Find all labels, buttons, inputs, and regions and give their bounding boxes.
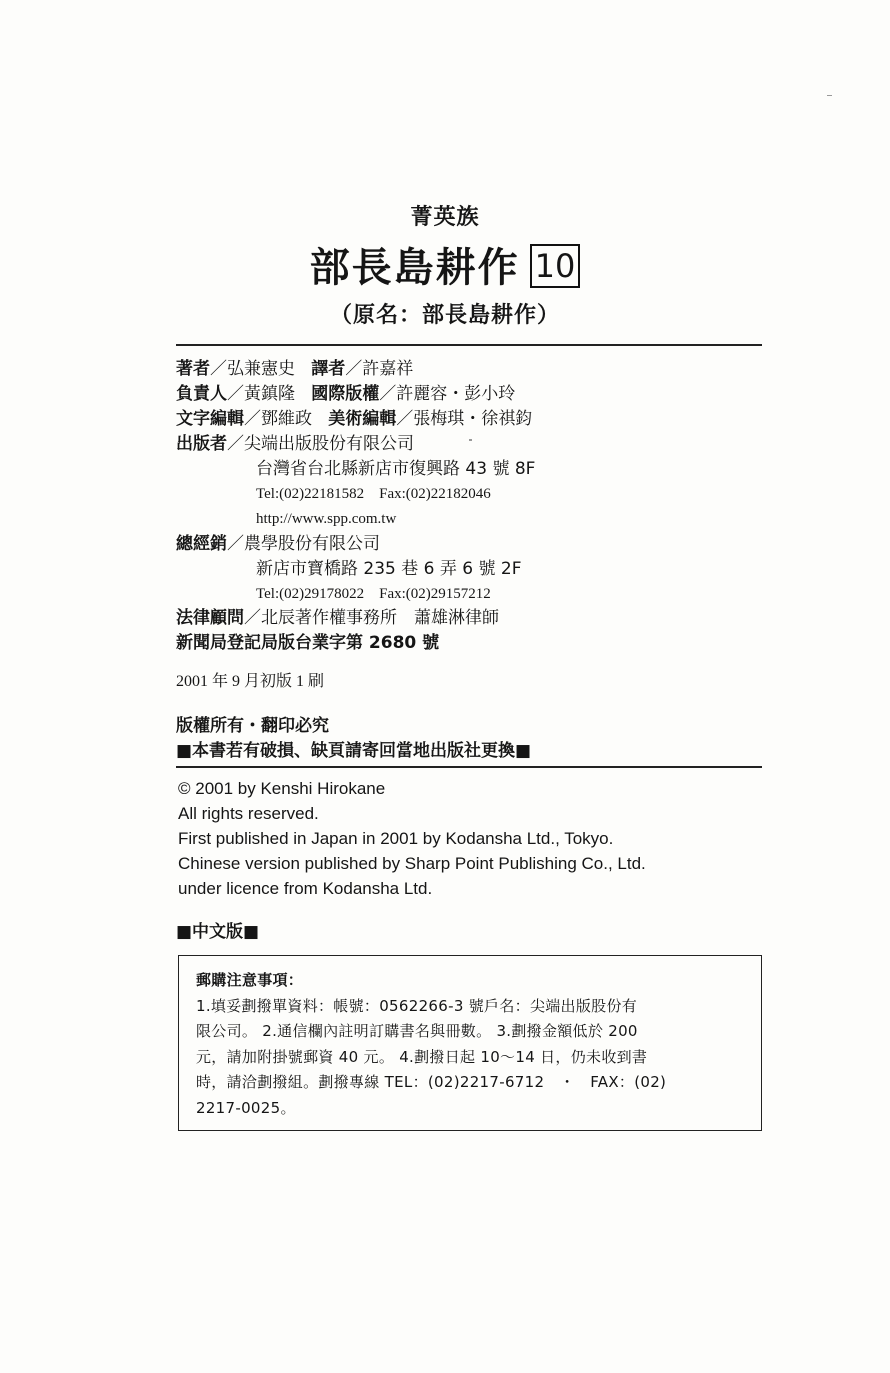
credit-line-editors <box>176 407 532 432</box>
registration-number: 新聞局登記局版台業字第 2680 號 <box>176 633 440 653</box>
original-title: （原名：部長島耕作） <box>329 303 560 328</box>
legal-counsel: ／北辰著作權事務所 蕭雄淋律師 <box>244 608 499 628</box>
book-title: 部長島耕作 <box>309 245 520 291</box>
notice-title: 郵購注意事項： <box>196 971 304 989</box>
rights-reserved-cn: 版權所有・翻印必究 <box>176 716 329 736</box>
edition-date: 2001 年 9 月初版 1 刷 <box>176 673 325 690</box>
chinese-version-line: Chinese version published by Sharp Point Publishing Co., Ltd. <box>178 854 646 873</box>
notice-line: 時，請洽劃撥組。劃撥專線 TEL：(02)2217-6712 ・ FAX：(02) <box>196 1073 667 1091</box>
legal-label: 法律顧問 <box>176 608 244 628</box>
notice-line: 元，請加附掛號郵資 40 元。 4.劃撥日起 10～14 日，仍未收到書 <box>196 1047 648 1066</box>
credit-line-rep <box>176 382 515 407</box>
ink-speck <box>827 95 832 96</box>
chinese-edition-label: ■中文版■ <box>176 922 260 942</box>
translator-label: 譯者 <box>311 359 346 379</box>
credit-line-legal <box>176 606 499 631</box>
publisher-url: http://www.spp.com.tw <box>256 511 397 527</box>
notice-line: 2217-0025。 <box>196 1098 296 1117</box>
text-editor-name: ／鄧維政 <box>244 409 312 429</box>
distributor-name: ／農學股份有限公司 <box>227 534 380 554</box>
intl-rights-names: ／許麗容・彭小玲 <box>379 384 516 404</box>
notice-line: 1.填妥劃撥單資料：帳號：0562266-3 號戶名：尖端出版股份有 <box>196 996 638 1015</box>
top-divider <box>176 344 762 346</box>
book-title-row <box>0 236 890 293</box>
copyright-line: © 2001 by Kenshi Hirokane <box>178 779 386 798</box>
volume-number: 10 <box>530 244 581 288</box>
art-editor-names: ／張梅琪・徐祺鈞 <box>396 409 533 429</box>
publisher-rep-name: ／黃鎮隆 <box>227 384 295 404</box>
licence-line: under licence from Kodansha Ltd. <box>178 879 433 898</box>
middle-divider <box>176 766 762 768</box>
intl-rights-label: 國際版權 <box>311 384 380 404</box>
distributor-address: 新店市寶橋路 235 巷 6 弄 6 號 2F <box>256 559 522 579</box>
publisher-rep-label: 負責人 <box>176 384 227 404</box>
first-published-line: First published in Japan in 2001 by Kodansha Ltd., Tokyo. <box>178 829 614 848</box>
publisher-name: ／尖端出版股份有限公司 <box>227 434 414 454</box>
translator-name: ／許嘉祥 <box>345 359 414 379</box>
credit-line-publisher <box>176 432 414 457</box>
author-name: ／弘兼憲史 <box>210 359 295 379</box>
publisher-address: 台灣省台北縣新店市復興路 43 號 8F <box>256 459 536 479</box>
author-label: 著者 <box>176 359 210 379</box>
damage-return-notice: ■本書若有破損、缺頁請寄回當地出版社更換■ <box>176 741 532 761</box>
publisher-phone: Tel:(02)22181582 Fax:(02)22182046 <box>256 486 491 502</box>
art-editor-label: 美術編輯 <box>328 409 397 429</box>
publisher-label: 出版者 <box>176 434 227 454</box>
notice-line: 限公司。 2.通信欄內註明訂購書名與冊數。 3.劃撥金額低於 200 <box>196 1022 638 1040</box>
distributor-label: 總經銷 <box>176 534 227 554</box>
distributor-phone: Tel:(02)29178022 Fax:(02)29157212 <box>256 586 491 602</box>
credit-line-author <box>176 357 413 382</box>
credit-line-distributor <box>176 532 380 557</box>
rights-reserved-en: All rights reserved. <box>178 804 319 823</box>
ink-speck <box>469 439 472 441</box>
mail-order-notice-box <box>178 955 762 1131</box>
text-editor-label: 文字編輯 <box>176 409 244 429</box>
series-name: 菁英族 <box>410 205 480 230</box>
